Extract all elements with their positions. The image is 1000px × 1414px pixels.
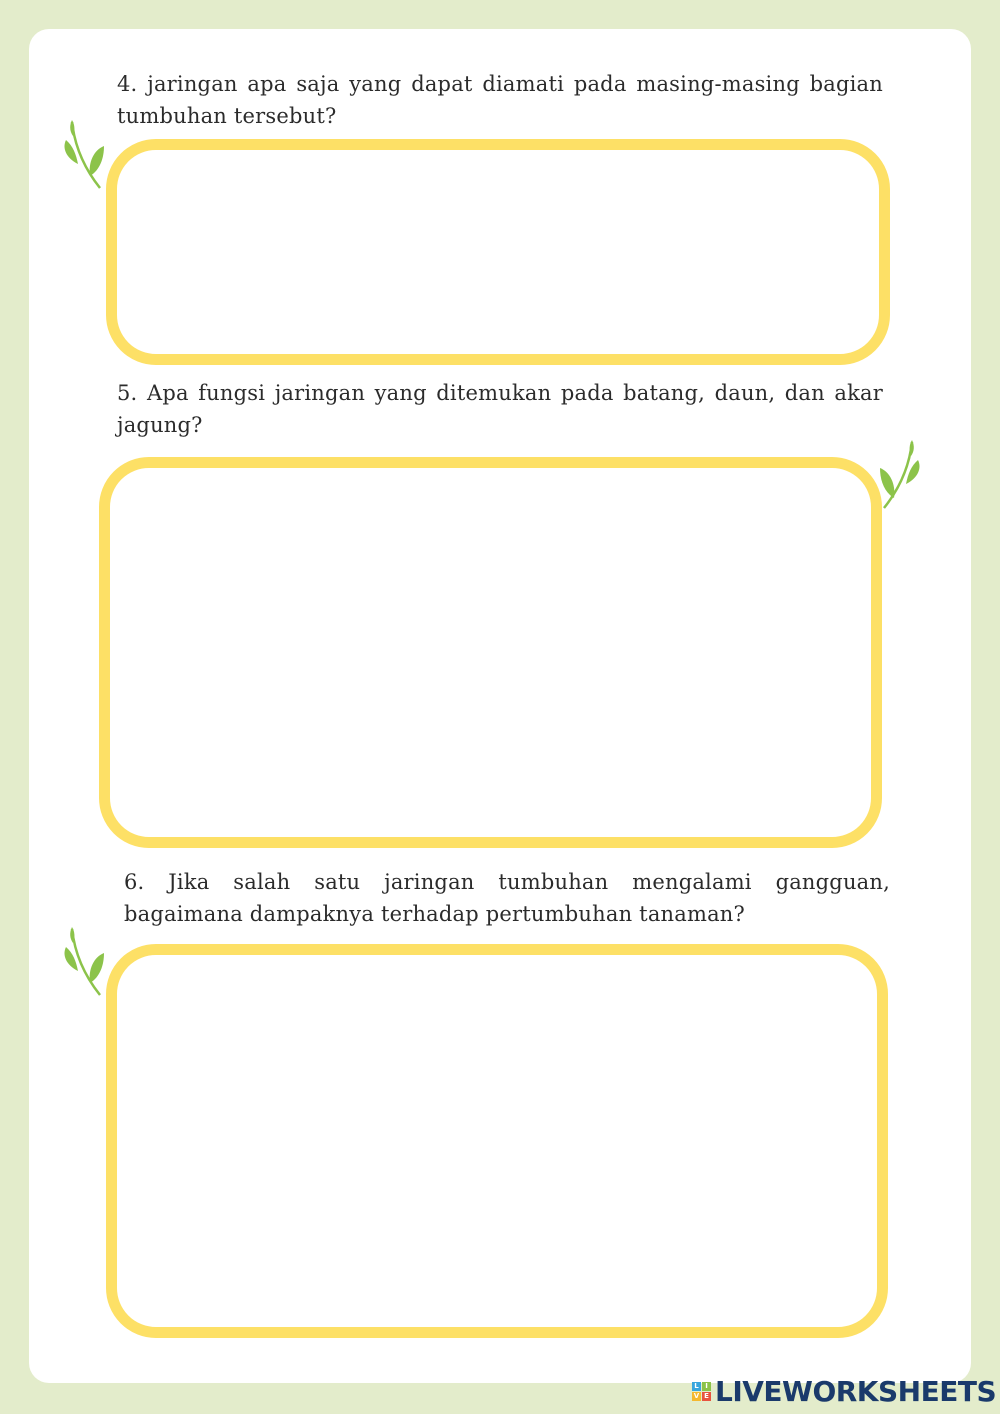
answer-box-4[interactable] <box>106 139 890 365</box>
answer-box-6[interactable] <box>106 944 888 1338</box>
answer-box-5[interactable] <box>99 457 882 848</box>
liveworksheets-logo <box>692 1374 996 1408</box>
answer-input-5[interactable] <box>110 468 871 837</box>
answer-input-6[interactable] <box>117 955 877 1327</box>
logo-text: LIVEWORKSHEETS <box>715 1374 997 1408</box>
question-4-text: 4. jaringan apa saja yang dapat diamati pada masing-masing bagian tumbuhan tersebut? <box>117 72 883 128</box>
leaf-sprig-icon <box>874 438 924 513</box>
question-5-text: 5. Apa fungsi jaringan yang ditemukan pada batang, daun, dan akar jagung? <box>117 381 883 437</box>
leaf-sprig-icon <box>60 118 110 193</box>
liveworksheets-logo-icon: L I V E <box>692 1382 711 1401</box>
leaf-sprig-icon <box>60 925 110 1000</box>
question-6-text: 6. Jika salah satu jaringan tumbuhan mengalami gangguan, bagaimana dampaknya terhadap pertumbuhan tanaman? <box>124 870 890 926</box>
answer-input-4[interactable] <box>117 150 879 354</box>
